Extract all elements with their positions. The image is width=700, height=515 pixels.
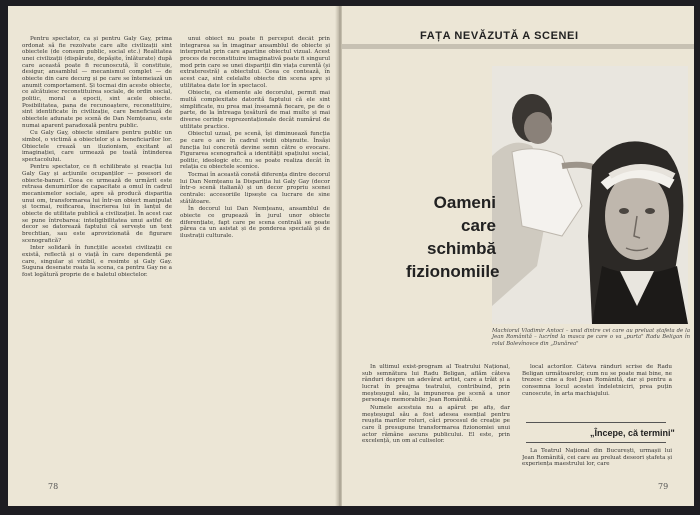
title-line: care	[461, 216, 496, 235]
left-page	[8, 6, 340, 506]
right-column-2	[522, 364, 672, 422]
paragraph: Obiectul uzual, pe scenă, își diminuează funcția pe care o are în cadrul vieții obișnuite. Însăși funcția lui concretă devine semn către o evocare. Figurarea scenografică a identității spațiului social, politic, ideologic etc. nu se poate realiza decât în relația cu obiectele scenice.	[180, 131, 330, 171]
subhead-rule-top	[526, 422, 666, 423]
paragraph: Tocmai în această constă diferența dintre decorul lui Dan Nemțeanu la Dispariția lui Galy Gay (decor într-o scenă italiană) și un decor propriu scenei centrale: accesoriile lipsește ca lucrare de sine stătătoare.	[180, 172, 330, 205]
paragraph: Cu Galy Gay, obiecte similare pentru public un simbol, o victimă a obiectelor și a beneficiarilor lor. Obiectele crează un iluzionism, excitant al imaginației, care urmează pe toată întinderea spectacolului.	[22, 130, 172, 163]
left-column-1	[22, 36, 172, 476]
subhead-rule-bottom	[526, 442, 666, 443]
paragraph: Pentru spectator, ce fi echilibrate și reacția lui Galy Gay și acțiunile ocupanților — posesori de obiecte-banuri. Ceea ce urmează de urmărit este retrasa denumirilor de capacitate a omul în cadrul mecanismelor sociale, apre să producă disparitia unui om, transformarea lui într-un obiect manipulat și tocmai, reificarea, înscrierea lui în lanțul de obiecte de utilitate publică a civilizației. În acest caz se pune întrebarea: inteligibilitatea unui astfel de decor se datorează faptului că servește un text brechtian, sau este aprovizionată de figurare scenografică?	[22, 164, 172, 244]
paragraph: Obiecte, ca elemente ale decorului, permit mai multă complexitate datorită faptului că ele sint simplificate, nu prea mai înseamnă fiecare, pe de o parte, de la întreaga țesătură de mai multe și mai diverse cerințe reprezentaționale decât numărul de utilitate practice.	[180, 90, 330, 130]
photo-caption: Machiorul Vladimir Antoci – unul dintre cei care au preluat ștafeta de la Jean Românită – lucrînd la masca pe care o va „purta" Radu Beligan în rolul Bolevînovce din „Dunărea"	[492, 328, 690, 347]
right-column-1	[362, 364, 510, 484]
header-rule	[342, 44, 694, 49]
paragraph: În ultimul exist-program al Teatrului Național, sub semnătura lui Radu Beligan, aflăm câteva rânduri despre un adevărat artist, care a trăit și a lucrat în preajma teatrului, contribuind, prin meșteșugul său, la impunerea pe scenă a unor personaje memorabile: Jean Românită.	[362, 364, 510, 404]
paragraph: În decorul lui Dan Nemțeanu, ansamblul de obiecte ce grupează în jurul unor obiecte diferențiate, fapt care pe scena centrală se poate părea ca un asistat și de ponderea specială și de ilustrații culturale.	[180, 206, 330, 240]
title-line: Oameni	[433, 193, 496, 212]
paragraph: Numele acestuia nu a apărut pe afiș, dar meșteșugul său a fost adesea esențial pentru reușita marilor roluri, căci procesul de creație pe care îl presupune transformarea fizionomiei unui actor rămâne ascuns publicului. El este, prin excelență, un om al culiselor.	[362, 404, 510, 445]
left-column-2	[180, 36, 330, 476]
right-page	[342, 6, 694, 506]
subhead: „Începe, că termini"	[590, 428, 675, 438]
right-column-2-continued	[522, 448, 672, 482]
paragraph: Pentru spectator, ca și pentru Galy Gay, prima ordonat să fie rezolvate care alte civilizații sint obiectele (de consum public, social etc.) Realitatea unei civilizații (dispărute, depășite, înlăturate) după care această poate fi recunoscută, îl constituie, desigur, ansamblul — mecanismul complet — de obiecte din care decurg și pe care se întemeiază un anumit comportament. Și tocmai din aceste obiecte, ce alcătuiesc reconstituirea sociale, de ordin social, politic, moral a epocii, sint acele obiecte. Posibilitatea, pana de recunoaștere, reconstituire, sint identificate în civilizație, care beneficiază de obiectele adunate pe scenă de Dan Nemțeanu, este numai aparent paradoxală pentru public.	[22, 36, 172, 129]
paragraph: unui obiect nu poate fi perceput decât prin integrarea sa în imaginar ansamblul de obiecte și interpretat prin care apartine obiectul vizual. Acest proces de reconstituire imaginativă poate fi singurul mod prin care se unei dispariții din viața curentă (și extraterestră) a obiectului. Ceea ce contează, în acest caz, sint celelalte obiecte din scena spre și utilitatea date lor în spectacol.	[180, 36, 330, 89]
page-number-left: 78	[48, 482, 59, 491]
makeup-artist-photo	[492, 66, 688, 324]
section-title: FAȚA NEVĂZUTĂ A SCENEI	[420, 30, 579, 42]
title-line: fizionomiile	[406, 262, 500, 281]
paragraph: local actorilor. Câteva rânduri scrise de Radu Beligan următoarelor, cum nu se poate mai bine, ne trezesc cine a fost Jean Românită, dar și pentru a consemna locul acestei îndeletniciri, prea puțin cunoscute, în arta machiajului.	[522, 364, 672, 397]
title-line: schimbă	[427, 239, 496, 258]
feature-title	[406, 191, 500, 283]
paragraph: Inter solidară în funcțiile acestei civilizații ce există, reflectă și o viață în care dependentă pe care, singular și vizibil, e resimte și Galy Gay. Suguna desenate roata la scena, ca pentru Gay ne a fost legătură proprie de e baletul obiectelor.	[22, 245, 172, 278]
paragraph: La Teatrul Național din București, urmașii lui Jean Românită, cei care au preluat deseori ștafeta și experiența maestrului lor, care	[522, 448, 672, 468]
page-number-right: 79	[658, 482, 669, 491]
